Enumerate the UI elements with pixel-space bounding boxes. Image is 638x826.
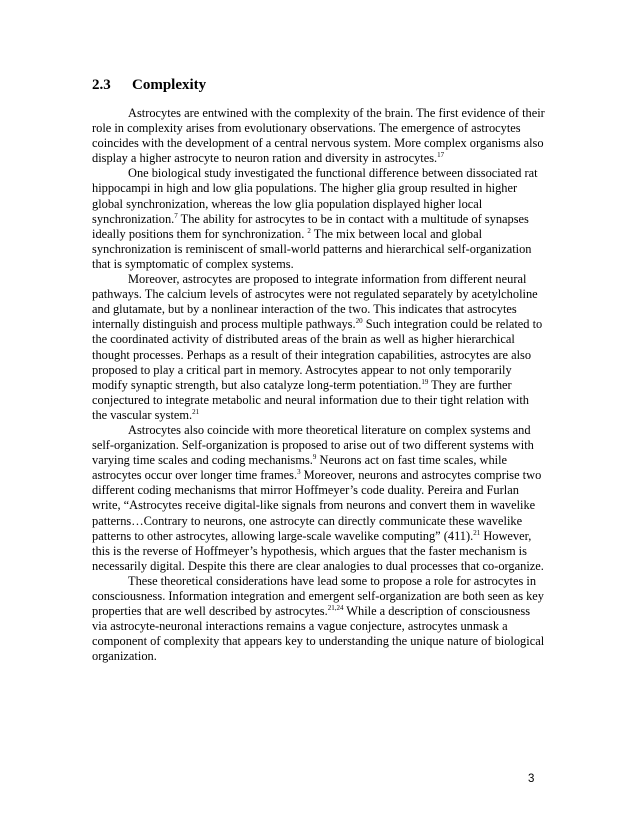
citation-marker: 19	[421, 377, 429, 386]
paragraph	[92, 272, 547, 423]
paragraph	[92, 166, 547, 272]
paragraph-text: Neurons act on fast time scales, while astrocytes occur over longer time frames.	[92, 453, 508, 483]
paragraph-text: One biological study investigated the functional difference between dissociated rat hippocampi in high and low glia populations. The higher glia group resulted in higher global synchronization, whereas the low glia population displayed higher local synchronization.	[92, 166, 538, 226]
citation-marker: 21,24	[327, 603, 344, 612]
paragraph-text: Astrocytes also coincide with more theoretical literature on complex systems and self-organization. Self-organization is proposed to arise out of two different systems with varying time scales and coding mechanisms.	[92, 422, 534, 468]
paragraph-text: While a description of consciousness via astrocyte-neuronal interactions remains a vague conjecture, astrocytes unmask a component of complexity that appears key to understanding the unique nature of biological organization.	[92, 604, 545, 664]
citation-marker: 21	[473, 528, 481, 537]
paragraph-text: Astrocytes are entwined with the complexity of the brain. The first evidence of their role in complexity arises from evolutionary observations. The emergence of astrocytes coincides with the development of a central nervous system. More complex organisms also display a higher astrocyte to neuron ration and diversity in astrocytes.	[92, 106, 545, 166]
paragraph-text: These theoretical considerations have lead some to propose a role for astrocytes in consciousness. Information integration and emergent self-organization are both seen as key properties that are well described by astrocytes.	[92, 573, 545, 619]
page-number: 3	[528, 773, 535, 785]
paragraph	[92, 423, 547, 574]
citation-marker: 7	[174, 211, 178, 220]
paragraph-text: Such integration could be related to the coordinated activity of distributed areas of the brain as well as higher hierarchical thought processes. Perhaps as a result of their integration capabilities, astrocytes are also proposed to play a critical part in memory. Astrocytes appear to not only temporarily modify synaptic strength, but also catalyze long-term potentiation.	[92, 317, 543, 392]
citation-marker: 20	[355, 317, 363, 326]
paragraph-text: Moreover, neurons and astrocytes comprise two different coding mechanisms that mirror Hoffmeyer’s code duality. Pereira and Furlan write, “Astrocytes receive digital-like signals from neurons and convert them in wavelike patterns…Contrary to neurons, one astrocyte can directly communicate these wavelike patterns to other astrocytes, allowing large-scale wavelike computing” (411).	[92, 468, 542, 543]
section-number: 2.3	[92, 77, 111, 93]
citation-marker: 3	[297, 468, 301, 477]
paragraph-text: Moreover, astrocytes are proposed to integrate information from different neural pathways. The calcium levels of astrocytes were not regulated separately by acetylcholine and glutamate, but by a nonlinear interaction of the two. This indicates that astrocytes internally distinguish and process multiple pathways.	[92, 272, 538, 332]
paragraph-text: However, this is the reverse of Hoffmeyer’s hypothesis, which argues that the faster mechanism is necessarily digital. Despite this there are clear analogies to dual processes that co-organize.	[92, 528, 544, 573]
citation-marker: 9	[312, 453, 317, 462]
citation-marker: 21	[192, 407, 200, 416]
citation-marker: 2	[307, 226, 311, 235]
paragraph	[92, 106, 547, 166]
section-body	[92, 106, 547, 664]
paragraph-text: They are further conjectured to integrate metabolic and neural information due to their tight relation with the vascular system.	[92, 377, 529, 422]
paragraph	[92, 574, 547, 665]
paragraph-text: The ability for astrocytes to be in contact with a multitude of synapses ideally positions them for synchronization.	[92, 211, 529, 241]
paragraph-text: The mix between local and global synchronization is reminiscent of small-world patterns and hierarchical self-organization that is symptomatic of complex systems.	[92, 226, 532, 271]
section-title: Complexity	[132, 77, 207, 93]
citation-marker: 17	[437, 151, 445, 160]
section-heading	[92, 75, 206, 95]
